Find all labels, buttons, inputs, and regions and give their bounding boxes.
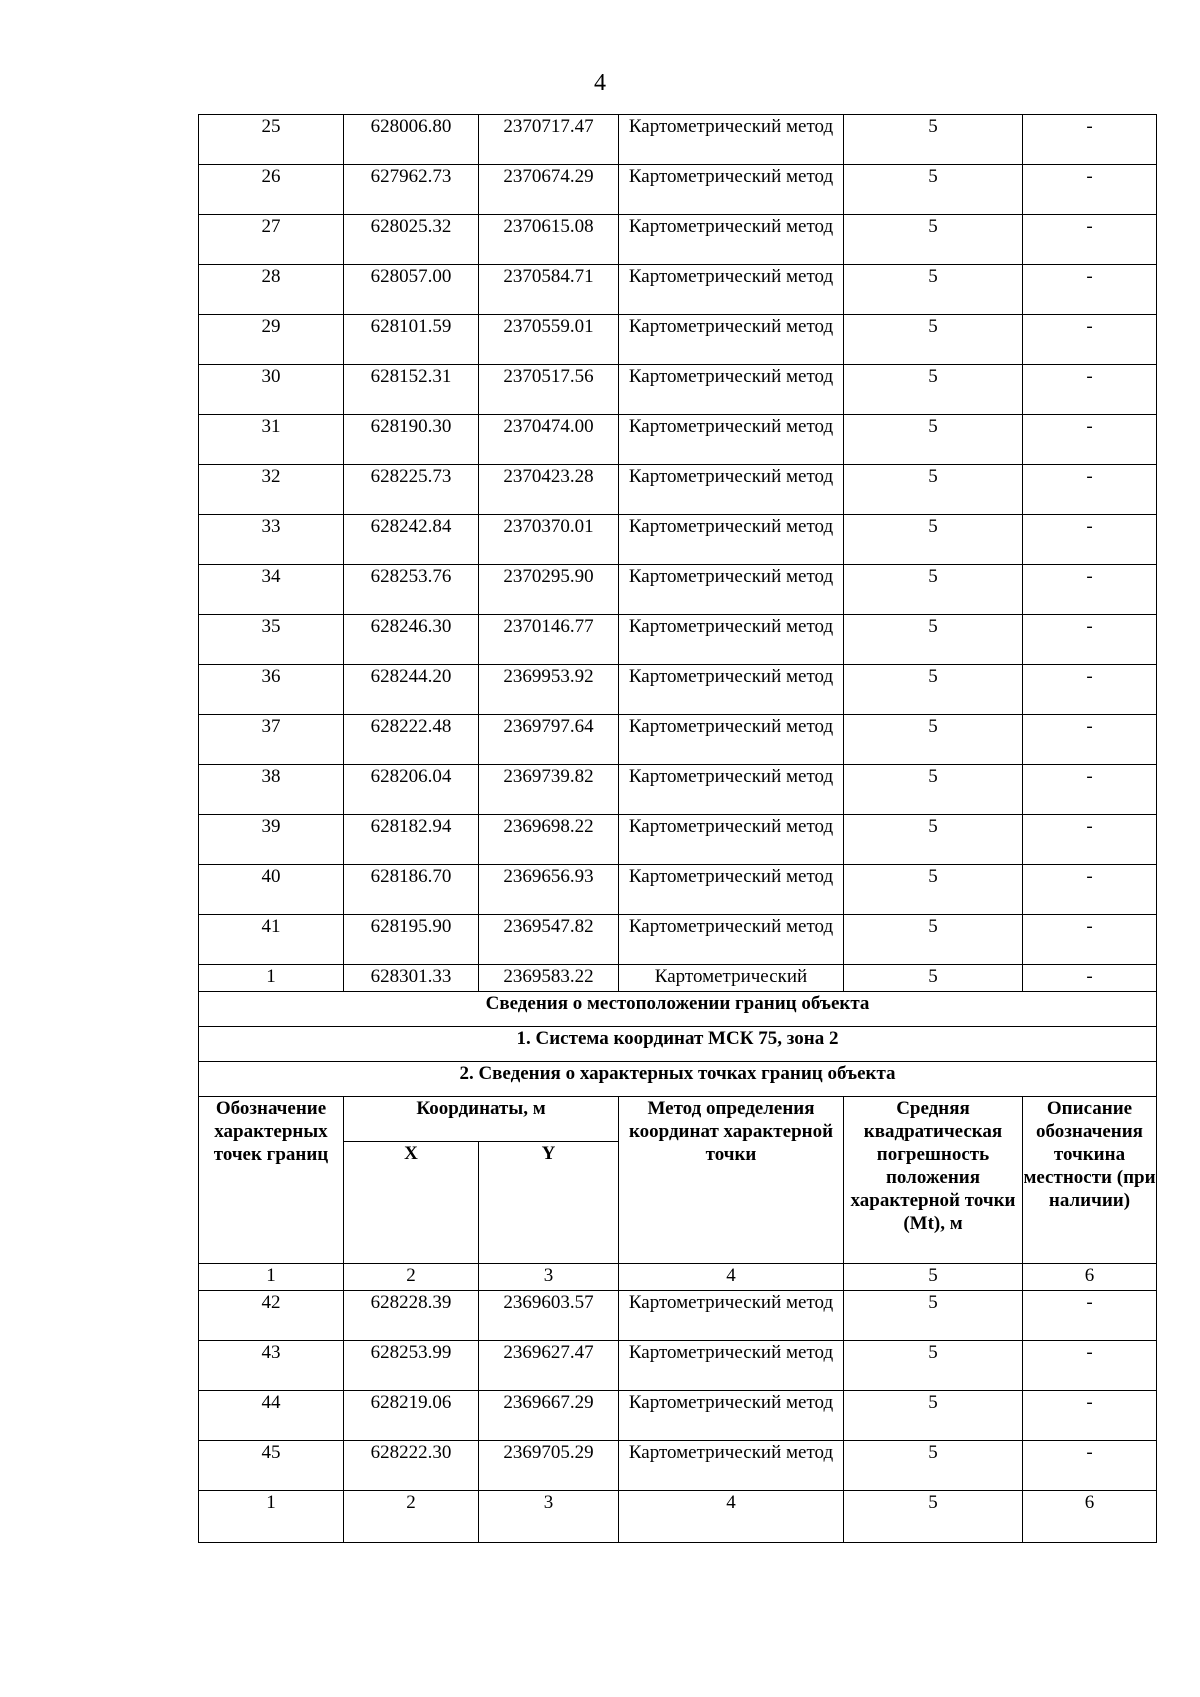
- method: Картометрический метод: [619, 615, 844, 665]
- coord-y: 2370584.71: [479, 265, 619, 315]
- column-number: 3: [479, 1264, 619, 1291]
- coord-y: 2370559.01: [479, 315, 619, 365]
- description: -: [1023, 365, 1157, 415]
- coord-x: 628057.00: [344, 265, 479, 315]
- coord-y: 2370615.08: [479, 215, 619, 265]
- method: Картометрический метод: [619, 465, 844, 515]
- point-number: 45: [199, 1441, 344, 1491]
- description: -: [1023, 715, 1157, 765]
- coord-y: 2370674.29: [479, 165, 619, 215]
- point-number: 42: [199, 1291, 344, 1341]
- point-number: 43: [199, 1341, 344, 1391]
- method: Картометрический метод: [619, 115, 844, 165]
- coord-y: 2369797.64: [479, 715, 619, 765]
- coord-y: 2369547.82: [479, 915, 619, 965]
- coord-x: 628190.30: [344, 415, 479, 465]
- column-number: 1: [199, 1491, 344, 1543]
- points-table-part2: [199, 1291, 1157, 1491]
- coord-x: 628186.70: [344, 865, 479, 915]
- section-row: [199, 992, 1157, 1027]
- point-number: 39: [199, 815, 344, 865]
- point-number: 34: [199, 565, 344, 615]
- table-row: [199, 615, 1157, 665]
- method: Картометрический метод: [619, 715, 844, 765]
- coord-y: 2369627.47: [479, 1341, 619, 1391]
- column-number: 2: [344, 1491, 479, 1543]
- mean-error: 5: [844, 715, 1023, 765]
- coord-y: 2369698.22: [479, 815, 619, 865]
- mean-error: 5: [844, 865, 1023, 915]
- description: -: [1023, 815, 1157, 865]
- mean-error: 5: [844, 965, 1023, 992]
- description: -: [1023, 1341, 1157, 1391]
- header-row: [199, 1097, 1157, 1142]
- description: -: [1023, 315, 1157, 365]
- coord-x: 628182.94: [344, 815, 479, 865]
- table-row: [199, 1441, 1157, 1491]
- coordinates-table: [198, 114, 1157, 1543]
- coord-x: 628152.31: [344, 365, 479, 415]
- coord-x: 628242.84: [344, 515, 479, 565]
- method: Картометрический метод: [619, 315, 844, 365]
- table-row: [199, 115, 1157, 165]
- mean-error: 5: [844, 265, 1023, 315]
- header-y: Y: [479, 1142, 619, 1264]
- method: Картометрический метод: [619, 565, 844, 615]
- point-number: 28: [199, 265, 344, 315]
- header-description: Описание обозначения точкина местности (при наличии): [1023, 1097, 1157, 1264]
- table-row: [199, 915, 1157, 965]
- method: Картометрический метод: [619, 665, 844, 715]
- coord-x: 628195.90: [344, 915, 479, 965]
- section-title-location: Сведения о местоположении границ объекта: [199, 992, 1157, 1027]
- point-number: 36: [199, 665, 344, 715]
- mean-error: 5: [844, 765, 1023, 815]
- coord-y: 2370517.56: [479, 365, 619, 415]
- method: Картометрический метод: [619, 1291, 844, 1341]
- coord-x: 628219.06: [344, 1391, 479, 1441]
- header-coordinates: Координаты, м: [344, 1097, 619, 1142]
- column-number: 4: [619, 1491, 844, 1543]
- column-number: 5: [844, 1264, 1023, 1291]
- table-row: [199, 1341, 1157, 1391]
- method: Картометрический метод: [619, 815, 844, 865]
- closing-row-group: [199, 965, 1157, 1291]
- mean-error: 5: [844, 415, 1023, 465]
- coord-y: 2369656.93: [479, 865, 619, 915]
- point-number: 26: [199, 165, 344, 215]
- column-number: 4: [619, 1264, 844, 1291]
- coord-y: 2369603.57: [479, 1291, 619, 1341]
- column-number: 2: [344, 1264, 479, 1291]
- description: -: [1023, 215, 1157, 265]
- column-number: 1: [199, 1264, 344, 1291]
- point-number: 44: [199, 1391, 344, 1441]
- description: -: [1023, 1391, 1157, 1441]
- mean-error: 5: [844, 365, 1023, 415]
- description: -: [1023, 415, 1157, 465]
- table-row: [199, 315, 1157, 365]
- table-row: [199, 515, 1157, 565]
- mean-error: 5: [844, 165, 1023, 215]
- mean-error: 5: [844, 465, 1023, 515]
- coord-x: 628225.73: [344, 465, 479, 515]
- column-number: 5: [844, 1491, 1023, 1543]
- table-row: [199, 465, 1157, 515]
- table-row: [199, 965, 1157, 992]
- mean-error: 5: [844, 815, 1023, 865]
- description: -: [1023, 765, 1157, 815]
- coord-x: 628246.30: [344, 615, 479, 665]
- method: Картометрический метод: [619, 365, 844, 415]
- mean-error: 5: [844, 215, 1023, 265]
- section-row: [199, 1027, 1157, 1062]
- coord-y: 2370717.47: [479, 115, 619, 165]
- coord-y: 2370295.90: [479, 565, 619, 615]
- coord-x: 627962.73: [344, 165, 479, 215]
- header-designation: Обозначение характерных точек границ: [199, 1097, 344, 1264]
- coord-y: 2369953.92: [479, 665, 619, 715]
- table-row: [199, 565, 1157, 615]
- description: -: [1023, 665, 1157, 715]
- mean-error: 5: [844, 1291, 1023, 1341]
- method: Картометрический метод: [619, 1441, 844, 1491]
- table-row: [199, 665, 1157, 715]
- table-row: [199, 1391, 1157, 1441]
- section-title-points: 2. Сведения о характерных точках границ объекта: [199, 1062, 1157, 1097]
- column-number: 3: [479, 1491, 619, 1543]
- section-row: [199, 1062, 1157, 1097]
- method: Картометрический метод: [619, 165, 844, 215]
- coord-x: 628253.99: [344, 1341, 479, 1391]
- point-number: 32: [199, 465, 344, 515]
- coord-x: 628244.20: [344, 665, 479, 715]
- description: -: [1023, 465, 1157, 515]
- coord-y: 2369667.29: [479, 1391, 619, 1441]
- description: -: [1023, 915, 1157, 965]
- coord-y: 2370423.28: [479, 465, 619, 515]
- mean-error: 5: [844, 515, 1023, 565]
- coord-y: 2369705.29: [479, 1441, 619, 1491]
- description: -: [1023, 265, 1157, 315]
- coord-x: 628222.48: [344, 715, 479, 765]
- coord-y: 2370474.00: [479, 415, 619, 465]
- point-number: 30: [199, 365, 344, 415]
- point-number: 37: [199, 715, 344, 765]
- method: Картометрический метод: [619, 865, 844, 915]
- method: Картометрический: [619, 965, 844, 992]
- description: -: [1023, 165, 1157, 215]
- method: Картометрический метод: [619, 765, 844, 815]
- page-number: 4: [594, 70, 606, 96]
- section-title-coord-system: 1. Система координат МСК 75, зона 2: [199, 1027, 1157, 1062]
- table-row: [199, 715, 1157, 765]
- method: Картометрический метод: [619, 915, 844, 965]
- column-number-row: [199, 1264, 1157, 1291]
- coord-y: 2370370.01: [479, 515, 619, 565]
- point-number: 1: [199, 965, 344, 992]
- table-row: [199, 165, 1157, 215]
- description: -: [1023, 1291, 1157, 1341]
- point-number: 29: [199, 315, 344, 365]
- method: Картометрический метод: [619, 215, 844, 265]
- mean-error: 5: [844, 115, 1023, 165]
- point-number: 38: [199, 765, 344, 815]
- description: -: [1023, 865, 1157, 915]
- description: -: [1023, 1441, 1157, 1491]
- table-row: [199, 815, 1157, 865]
- table-row: [199, 765, 1157, 815]
- table-row: [199, 865, 1157, 915]
- column-number: 6: [1023, 1491, 1157, 1543]
- point-number: 25: [199, 115, 344, 165]
- mean-error: 5: [844, 1391, 1023, 1441]
- coord-x: 628101.59: [344, 315, 479, 365]
- coord-y: 2369583.22: [479, 965, 619, 992]
- coord-y: 2370146.77: [479, 615, 619, 665]
- description: -: [1023, 515, 1157, 565]
- table-row: [199, 215, 1157, 265]
- coord-y: 2369739.82: [479, 765, 619, 815]
- mean-error: 5: [844, 915, 1023, 965]
- mean-error: 5: [844, 665, 1023, 715]
- mean-error: 5: [844, 315, 1023, 365]
- table-row: [199, 365, 1157, 415]
- description: -: [1023, 115, 1157, 165]
- table-row: [199, 415, 1157, 465]
- header-x: X: [344, 1142, 479, 1264]
- final-row-group: [199, 1491, 1157, 1543]
- coord-x: 628301.33: [344, 965, 479, 992]
- point-number: 41: [199, 915, 344, 965]
- method: Картометрический метод: [619, 1341, 844, 1391]
- coord-x: 628253.76: [344, 565, 479, 615]
- table-row: [199, 265, 1157, 315]
- description: -: [1023, 965, 1157, 992]
- method: Картометрический метод: [619, 1391, 844, 1441]
- point-number: 40: [199, 865, 344, 915]
- points-table-part1: [199, 115, 1157, 965]
- point-number: 27: [199, 215, 344, 265]
- column-number-row: [199, 1491, 1157, 1543]
- point-number: 31: [199, 415, 344, 465]
- mean-error: 5: [844, 1441, 1023, 1491]
- method: Картометрический метод: [619, 515, 844, 565]
- point-number: 35: [199, 615, 344, 665]
- header-method: Метод определения координат характерной точки: [619, 1097, 844, 1264]
- description: -: [1023, 615, 1157, 665]
- coord-x: 628228.39: [344, 1291, 479, 1341]
- coord-x: 628006.80: [344, 115, 479, 165]
- method: Картометрический метод: [619, 265, 844, 315]
- method: Картометрический метод: [619, 415, 844, 465]
- description: -: [1023, 565, 1157, 615]
- table-row: [199, 1291, 1157, 1341]
- header-error: Средняя квадратическая погрешность положения характерной точки (Mt), м: [844, 1097, 1023, 1264]
- coord-x: 628025.32: [344, 215, 479, 265]
- mean-error: 5: [844, 565, 1023, 615]
- point-number: 33: [199, 515, 344, 565]
- mean-error: 5: [844, 615, 1023, 665]
- column-number: 6: [1023, 1264, 1157, 1291]
- coord-x: 628222.30: [344, 1441, 479, 1491]
- mean-error: 5: [844, 1341, 1023, 1391]
- coord-x: 628206.04: [344, 765, 479, 815]
